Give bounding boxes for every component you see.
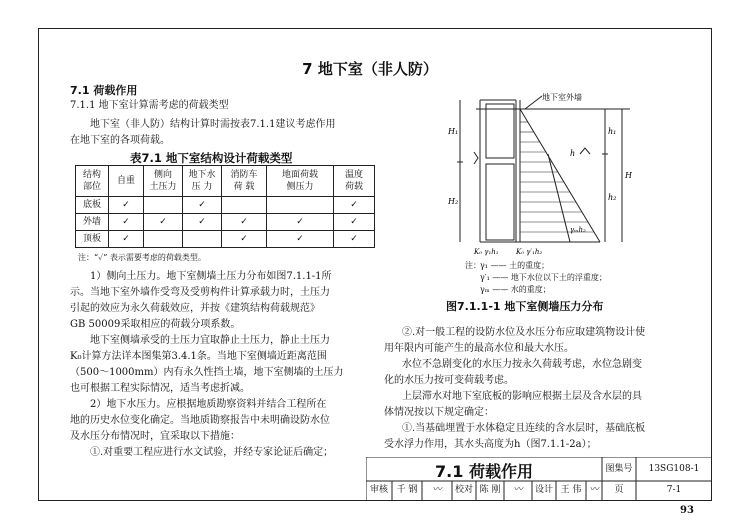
page-label: 页	[614, 485, 624, 495]
k-label-3: γₘh₂	[570, 226, 586, 234]
header-cell-surface: 地面荷载 侧压力	[267, 166, 334, 197]
h2-label: H₂	[448, 197, 459, 206]
pressure-arrows	[520, 122, 594, 232]
intro-line-1: 地下室（非人防）结构计算时需按表7.1.1建议考虑作用	[90, 119, 336, 130]
header-cell-firetruck: 消防车 荷 载	[222, 166, 267, 197]
check-cell: ✓	[267, 214, 334, 231]
para-line: ②.对一般工程的设防水位及水压分布应取建筑物设计使	[402, 327, 646, 338]
para-line: 体情况按以下规定确定：	[384, 407, 494, 418]
header-cell-part: 结构 部位	[76, 166, 109, 197]
check-cell	[144, 231, 183, 248]
check-cell: ✓	[222, 231, 267, 248]
check-label: 校对	[454, 485, 473, 495]
k-label-1: K₀ γ₁h₁	[474, 248, 499, 256]
atlas-number: 13SG108-1	[648, 464, 700, 474]
para-line: 上层滞水对地下室底板的影响应根据土层及含水层的具	[402, 391, 642, 402]
check-cell: ✓	[109, 231, 144, 248]
design-name: 王 伟	[560, 485, 582, 495]
para-line: 受水浮力作用，其水头高度为h（图7.1.1-2a）；	[384, 439, 597, 450]
figure-caption: 图7.1.1-1 地下室侧墙压力分布	[446, 300, 604, 313]
para-line: 2）地下水压力。应根据地质勘察资料并结合工程所在	[90, 399, 327, 410]
upper-storey	[486, 104, 514, 158]
k-label-2: K₀ γ′₁h₂	[516, 248, 543, 256]
check-cell: ✓	[334, 197, 375, 214]
para-line: ①.当基础埋置于水体稳定且连续的含水层时，基础底板	[402, 423, 646, 434]
header-cell-selfweight: 自重	[109, 166, 144, 197]
wall-pressure-diagram	[430, 92, 670, 260]
chapter-title: 7 地下室（非人防）	[302, 60, 438, 78]
atlas-label: 图集号	[605, 464, 633, 474]
page-number: 93	[680, 505, 694, 516]
title-block-title: 7.1 荷载作用	[435, 462, 533, 481]
para-line: 化的水压力按可变荷载考虑。	[384, 375, 514, 386]
check-cell	[144, 197, 183, 214]
para-line: （500～1000mm）内有永久性挡土墙，地下室侧墙的土压力	[70, 367, 344, 378]
check-cell: ✓	[334, 231, 375, 248]
check-cell: ✓	[144, 214, 183, 231]
check-cell: ✓	[109, 214, 144, 231]
review-label: 审核	[369, 485, 388, 495]
table-row	[76, 214, 375, 231]
table-header-row	[76, 166, 375, 197]
water-level-icon	[580, 148, 590, 154]
design-signature: 〰	[589, 485, 599, 495]
lower-storey	[486, 164, 514, 240]
header-cell-earth: 侧向 土压力	[144, 166, 183, 197]
check-cell: ✓	[109, 197, 144, 214]
table-row	[76, 197, 375, 214]
leader-line	[525, 96, 542, 109]
check-name: 陈 刚	[479, 485, 501, 495]
hh-label: H	[625, 171, 632, 180]
h1s-label: h₁	[608, 127, 617, 136]
para-line: K₀计算方法详本图集第3.4.1条。当地下室侧墙近距离范围	[70, 351, 327, 362]
legend-line: γ′₁ —— 地下水位以下土的浮重度；	[480, 273, 607, 282]
check-cell	[267, 197, 334, 214]
para-line: 地的历史水位变化确定。当地质勘察报告中未明确设防水位	[70, 415, 330, 426]
legend-title: 注：	[465, 261, 481, 270]
row-label: 外墙	[76, 214, 109, 231]
break-line	[474, 152, 478, 164]
para-line: ①.对重要工程应进行水文试验，并经专家论证后确定；	[90, 447, 334, 458]
para-line: 也可根据工程实际情况，适当考虑折减。	[70, 383, 250, 394]
check-cell: ✓	[334, 214, 375, 231]
wall-label: 地下室外墙	[542, 93, 582, 102]
para-line: 示。当地下室外墙作受弯及受剪构件计算承载力时，土压力	[70, 287, 330, 298]
legend-line: γₘ —— 水的重度；	[480, 285, 551, 294]
para-line: 用年限内可能产生的最高水位和最大水压。	[384, 343, 574, 354]
section-heading: 7.1 荷载作用	[70, 84, 138, 97]
pressure-slope-inner	[548, 154, 570, 242]
review-signature: 〰	[432, 485, 442, 495]
header-cell-temperature: 温度 荷载	[334, 166, 375, 197]
para-line: 水位不急剧变化的水压力按永久荷载考虑，水位急剧变	[402, 359, 642, 370]
h-label: h	[570, 149, 576, 158]
check-cell	[183, 231, 222, 248]
legend-line: γ₁ —— 土的重度；	[480, 261, 550, 270]
row-label: 底板	[76, 197, 109, 214]
table-row	[76, 231, 375, 248]
check-cell: ✓	[222, 214, 267, 231]
load-type-table	[75, 165, 375, 248]
row-label: 顶板	[76, 231, 109, 248]
table-note: 注：“✓” 表示需要考虑的荷载类型。	[78, 253, 206, 262]
check-cell: ✓	[183, 214, 222, 231]
review-name: 千 钢	[396, 485, 418, 495]
check-cell: ✓	[267, 231, 334, 248]
check-signature: 〰	[513, 485, 523, 495]
header-cell-water: 地下水 压 力	[183, 166, 222, 197]
design-label: 设计	[534, 485, 553, 495]
para-line: 引起的效应为永久荷载效应，并按《建筑结构荷载规范》	[70, 303, 320, 314]
para-line: GB 50009采取相应的荷载分项系数。	[70, 319, 241, 330]
h1-label: H₁	[448, 127, 459, 136]
para-line: 及水压分布情况时，宜采取以下措施：	[70, 431, 240, 442]
page-value: 7-1	[666, 485, 682, 495]
intro-line-2: 在地下室的各项荷载。	[70, 135, 170, 146]
para-line: 1）侧向土压力。地下室侧墙土压力分布如图7.1.1-1所	[90, 271, 332, 282]
table-title: 表7.1 地下室结构设计荷载类型	[130, 151, 293, 165]
check-cell	[222, 197, 267, 214]
clause-heading: 7.1.1 地下室计算需考虑的荷载类型	[70, 100, 229, 111]
h2s-label: h₂	[608, 193, 617, 202]
check-cell: ✓	[183, 197, 222, 214]
para-line: 地下室侧墙承受的土压力宜取静止土压力，静止土压力	[90, 335, 330, 346]
